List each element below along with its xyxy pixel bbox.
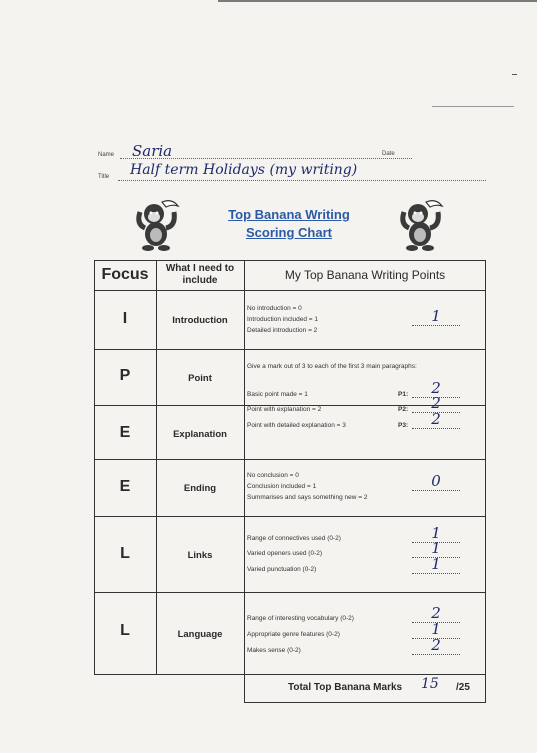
criterion: Varied punctuation (0-2)	[247, 566, 317, 573]
score-value: 1	[431, 539, 441, 557]
table-divider-col	[244, 260, 245, 703]
scan-edge-top	[218, 0, 537, 2]
need-label: Explanation	[173, 429, 227, 440]
focus-letter: L	[120, 545, 130, 562]
heading-line-1: Top Banana Writing	[228, 207, 350, 222]
criterion: Varied openers used (0-2)	[247, 550, 323, 557]
criterion: Appropriate genre features (0-2)	[247, 631, 340, 638]
chart-heading	[200, 206, 378, 242]
focus-letter: P	[119, 367, 131, 384]
total-row	[244, 674, 486, 703]
criterion: No conclusion = 0	[247, 472, 299, 479]
focus-letter: I	[122, 310, 128, 327]
criterion: Conclusion included = 1	[247, 483, 317, 490]
column-header-points: My Top Banana Writing Points	[284, 268, 446, 282]
need-label: Introduction	[172, 315, 228, 326]
scan-mark-dash	[512, 74, 517, 75]
criterion: Range of connectives used (0-2)	[247, 535, 341, 542]
paragraph-label: P2:	[398, 406, 409, 413]
table-divider-row	[94, 349, 486, 350]
focus-letter: L	[120, 622, 130, 639]
score-value: 1	[431, 620, 441, 638]
criterion: Point with detailed explanation = 3	[247, 422, 346, 429]
table-divider-row	[94, 592, 486, 593]
table-divider-row	[94, 459, 486, 460]
score-value: 2	[431, 604, 441, 622]
table-border-right	[485, 260, 486, 703]
need-label: Links	[187, 550, 213, 561]
title-label: Title	[98, 174, 110, 180]
score-value: 1	[431, 307, 441, 325]
name-field	[98, 142, 498, 164]
column-header-focus: Focus	[101, 266, 149, 283]
score-line	[412, 428, 460, 429]
paragraph-score: 2	[431, 410, 441, 428]
title-value: Half term Holidays (my writing)	[130, 162, 358, 178]
paragraph-instruction: Give a mark out of 3 to each of the first 3 main paragraphs:	[247, 363, 417, 370]
score-line	[412, 490, 460, 491]
total-value: 15	[421, 676, 439, 692]
paragraph-label: P3:	[398, 422, 409, 429]
criterion: Point with explanation = 2	[247, 406, 322, 413]
score-value: 2	[431, 636, 441, 654]
total-label: Total Top Banana Marks	[288, 682, 403, 693]
score-line	[412, 654, 460, 655]
name-label: Name	[98, 152, 115, 158]
heading-line-2: Scoring Chart	[246, 225, 332, 240]
monkey-holding-banana-icon	[132, 198, 182, 252]
criterion: Detailed introduction = 2	[247, 327, 318, 334]
date-label: Date	[382, 151, 395, 157]
need-label: Ending	[183, 483, 217, 494]
need-label: Language	[177, 629, 223, 640]
paragraph-label: P1:	[398, 391, 409, 398]
paragraph-score: 2	[431, 379, 441, 397]
focus-letter: E	[119, 478, 131, 495]
criterion: Makes sense (0-2)	[247, 647, 301, 654]
title-field	[98, 162, 518, 186]
column-header-need: What I need to include	[165, 263, 235, 286]
criterion: Basic point made = 1	[247, 391, 308, 398]
name-value: Saria	[132, 142, 173, 160]
criterion: Range of interesting vocabulary (0-2)	[247, 615, 354, 622]
table-divider-row	[94, 516, 486, 517]
score-line	[412, 573, 460, 574]
criterion: No introduction = 0	[247, 305, 302, 312]
title-dotted-line	[118, 180, 486, 181]
criterion: Summarises and says something new = 2	[247, 494, 368, 501]
paragraph-score: 2	[431, 394, 441, 412]
score-value: 1	[431, 524, 441, 542]
focus-letter: E	[119, 424, 131, 441]
monkey-holding-banana-icon	[396, 198, 446, 252]
total-max: /25	[456, 682, 470, 693]
table-divider-header	[94, 290, 486, 291]
score-line	[412, 325, 460, 326]
scoring-table	[94, 260, 486, 703]
scan-mark-right	[432, 106, 514, 107]
score-value: 0	[431, 472, 441, 490]
score-value: 1	[431, 555, 441, 573]
need-label: Point	[188, 373, 212, 384]
criterion: Introduction included = 1	[247, 316, 319, 323]
